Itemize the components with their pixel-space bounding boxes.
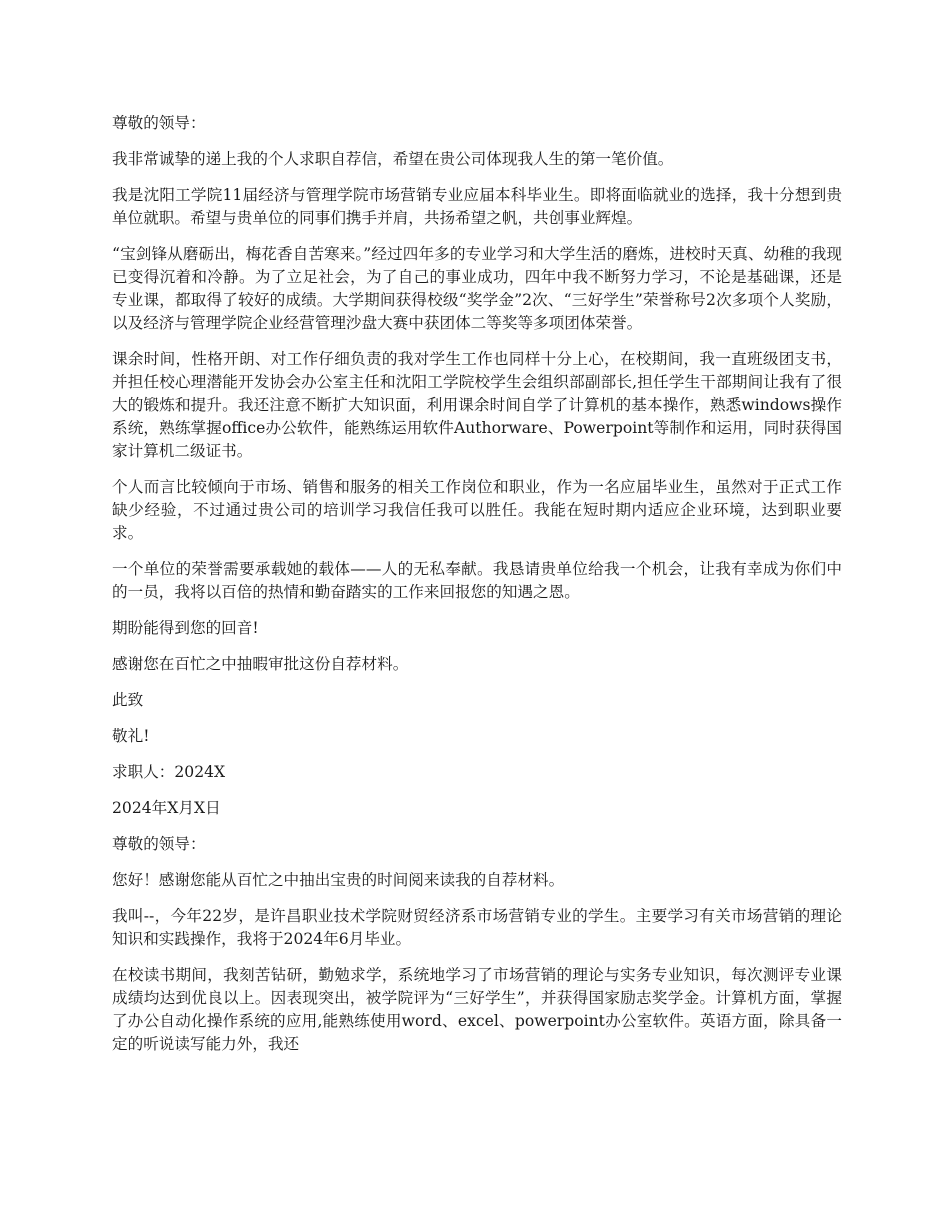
extracurricular-paragraph: 课余时间，性格开朗、对工作仔细负责的我对学生工作也同样十分上心，在校期间，我一直班级团支书，并担任校心理潜能开发协会办公室主任和沈阳工学院校学生会组织部副部长,担任学生干部期间让我有了很大的锻炼和提升。我还注意不断扩大知识面，利用课余时间自学了计算机的基本操作，熟悉windows操作系统，熟练掌握office办公软件，能熟练运用软件Authorware、Powerpoint等制作和运用，同时获得国家计算机二级证书。: [112, 350, 842, 460]
signature-line: 求职人：2024X: [112, 763, 226, 781]
request-paragraph: 一个单位的荣誉需要承载她的载体——人的无私奉献。我恳请贵单位给我一个机会，让我有幸成为你们中的一员，我将以百倍的热情和勤奋踏实的工作来回报您的知遇之恩。: [112, 560, 842, 601]
date-line: 2024年X月X日: [112, 799, 221, 817]
closing-line: 此致: [112, 691, 144, 709]
achievements-paragraph: “宝剑锋从磨砺出，梅花香自苦寒来。”经过四年多的专业学习和大学生活的磨炼，进校时天真、幼稚的我现已变得沉着和冷静。为了立足社会，为了自己的事业成功，四年中我不断努力学习，不论是基础课，还是专业课，都取得了较好的成绩。大学期间获得校级“奖学金”2次、“三好学生”荣誉称号2次多项个人奖励，以及经济与管理学院企业经营管理沙盘大赛中获团体二等奖等多项团体荣誉。: [112, 245, 842, 332]
thanks-line: 感谢您在百忙之中抽暇审批这份自荐材料。: [112, 655, 409, 673]
self-intro-paragraph: 我叫--，今年22岁，是许昌职业技术学院财贸经济系市场营销专业的学生。主要学习有关市场营销的理论知识和实践操作，我将于2024年6月毕业。: [112, 907, 842, 948]
career-paragraph: 个人而言比较倾向于市场、销售和服务的相关工作岗位和职业，作为一名应届毕业生，虽然对于正式工作缺少经验，不过通过贵公司的培训学习我信任我可以胜任。我能在短时期内适应企业环境，达到职业要求。: [112, 478, 842, 542]
study-paragraph: 在校读书期间，我刻苦钻研，勤勉求学，系统地学习了市场营销的理论与实务专业知识，每次测评专业课成绩均达到优良以上。因表现突出，被学院评为“三好学生”，并获得国家励志奖学金。计算机方面，掌握了办公自动化操作系统的应用,能熟练使用word、excel、powerpoint办公室软件。英语方面，除具备一定的听说读写能力外，我还: [112, 966, 842, 1053]
salutation: 尊敬的领导：: [112, 114, 206, 132]
intro-paragraph: 我非常诚挚的递上我的个人求职自荐信，希望在贵公司体现我人生的第一笔价值。: [112, 150, 674, 168]
document-page: [112, 112, 842, 1056]
greeting-paragraph: 您好！感谢您能从百忙之中抽出宝贵的时间阅来读我的自荐材料。: [112, 871, 565, 889]
salutation-second: 尊敬的领导：: [112, 835, 206, 853]
regards-line: 敬礼!: [112, 727, 150, 745]
hope-line: 期盼能得到您的回音!: [112, 619, 259, 637]
background-paragraph: 我是沈阳工学院11届经济与管理学院市场营销专业应届本科毕业生。即将面临就业的选择，我十分想到贵单位就职。希望与贵单位的同事们携手并肩，共扬希望之帆，共创事业辉煌。: [112, 186, 842, 227]
